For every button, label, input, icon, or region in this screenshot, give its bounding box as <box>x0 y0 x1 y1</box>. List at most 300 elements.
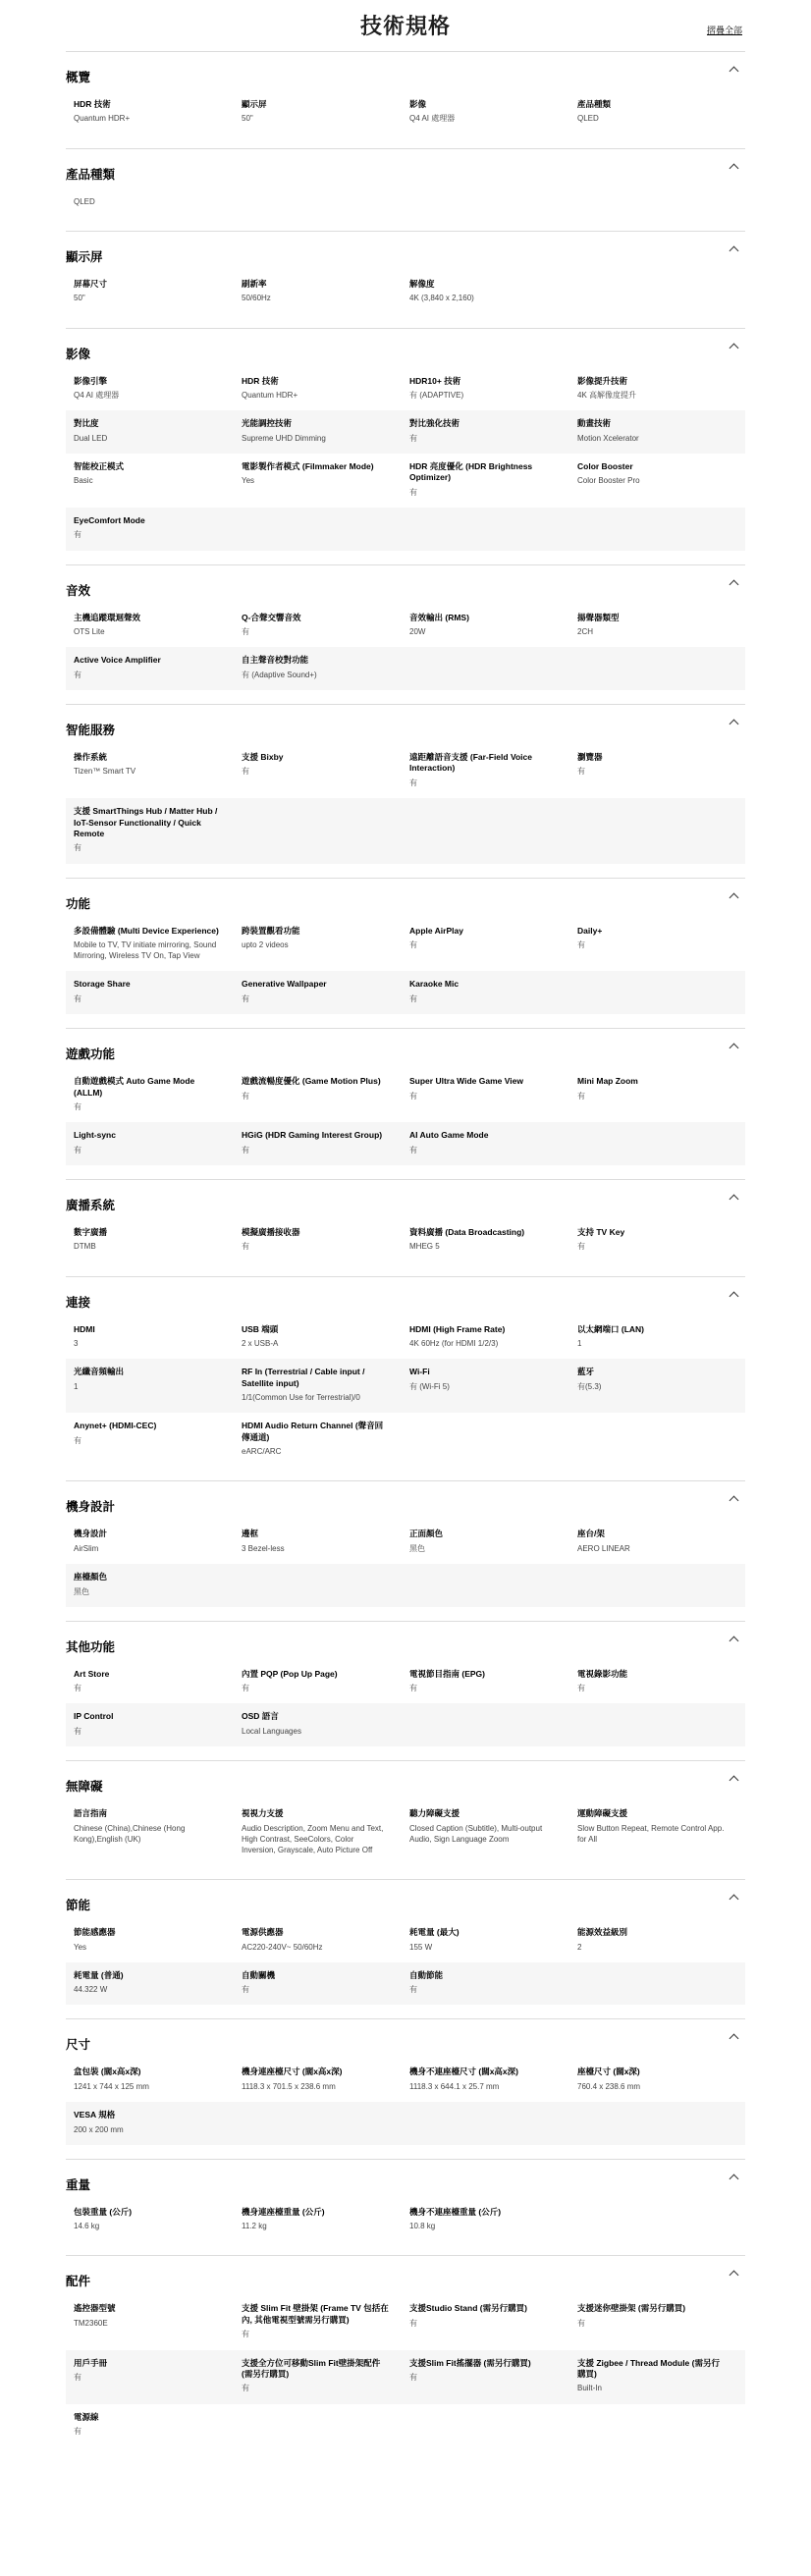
spec-value: Built-In <box>577 2384 602 2393</box>
spec-value: 1118.3 x 701.5 x 238.6 mm <box>242 2081 336 2091</box>
spec-row <box>66 1962 745 2006</box>
spec-row <box>66 918 745 972</box>
spec-item <box>74 1076 242 1112</box>
spec-row <box>66 1564 745 1607</box>
spec-label: Anynet+ (HDMI-CEC) <box>74 1421 157 1431</box>
spec-label: RF In (Terrestrial / Cable input / Satellite input) <box>242 1367 365 1388</box>
spec-label: 支援 Zigbee / Thread Module (需另行購買) <box>577 2357 720 2379</box>
spec-item <box>242 613 409 638</box>
spec-value: 有 (Adaptive Sound+) <box>242 670 317 679</box>
spec-label: 能源效益級別 <box>577 1927 628 1938</box>
spec-value: 有 <box>577 1684 585 1693</box>
spec-item <box>577 376 745 402</box>
spec-item <box>409 1669 577 1694</box>
spec-row <box>66 1413 745 1467</box>
spec-section <box>66 1480 745 1620</box>
spec-item <box>242 2303 409 2339</box>
spec-value: 有 <box>242 1985 249 1995</box>
spec-value: 有 <box>409 2373 417 2382</box>
spec-item <box>242 1130 409 1155</box>
spec-label: 屏幕尺寸 <box>74 278 108 289</box>
spec-label: 支持 TV Key <box>577 1226 625 1237</box>
spec-value: 有 <box>74 1726 81 1736</box>
spec-label: 電視節目指南 (EPG) <box>409 1668 485 1679</box>
section-title[interactable]: 配件 <box>66 2275 91 2289</box>
spec-value: AirSlim <box>74 1543 99 1553</box>
spec-item <box>409 2207 577 2232</box>
spec-item <box>74 752 242 788</box>
spec-sections <box>0 51 811 2460</box>
spec-value: 有 <box>577 1091 585 1100</box>
spec-value: 10.8 kg <box>409 2222 436 2231</box>
spec-label: 資料廣播 (Data Broadcasting) <box>409 1226 525 1237</box>
spec-label: 影像引擎 <box>74 375 108 386</box>
spec-row <box>66 971 745 1014</box>
spec-section <box>66 2018 745 2158</box>
spec-item <box>74 979 242 1004</box>
spec-label: 聽力障礙支援 <box>409 1808 460 1819</box>
section-title[interactable]: 產品種類 <box>66 167 116 182</box>
spec-value: DTMB <box>74 1242 96 1252</box>
spec-value: 1 <box>74 1381 79 1391</box>
spec-label: 座檯顏色 <box>74 1572 108 1583</box>
spec-label: 遊戲流暢度優化 (Game Motion Plus) <box>242 1076 381 1087</box>
spec-section <box>66 878 745 1029</box>
spec-item <box>409 1130 577 1155</box>
spec-label: 運動障礙支援 <box>577 1808 628 1819</box>
spec-label: Karaoke Mic <box>409 979 460 990</box>
spec-value: 有 <box>242 1242 249 1252</box>
spec-value: 有 <box>74 1102 81 1112</box>
spec-value: 有 <box>409 940 417 950</box>
spec-item <box>74 515 242 541</box>
spec-label: 節能感應器 <box>74 1927 116 1938</box>
spec-row <box>66 1919 745 1962</box>
spec-item <box>242 461 409 498</box>
spec-value: AERO LINEAR <box>577 1543 630 1553</box>
spec-item <box>242 1808 409 1855</box>
section-title[interactable]: 重量 <box>66 2177 91 2192</box>
spec-section <box>66 704 745 878</box>
spec-item <box>74 1808 242 1855</box>
spec-value: 有 <box>409 778 417 787</box>
spec-label: 對比強化技術 <box>409 418 460 429</box>
spec-item <box>242 1669 409 1694</box>
spec-item <box>74 613 242 638</box>
spec-label: 耗電量 (最大) <box>409 1927 460 1938</box>
spec-label: 支援迷你壁掛架 (需另行購買) <box>577 2303 686 2314</box>
spec-item <box>74 655 242 680</box>
spec-label: Daily+ <box>577 925 603 936</box>
spec-label: 自主聲音校對功能 <box>242 655 309 666</box>
spec-label: 自動遊戲模式 Auto Game Mode (ALLM) <box>74 1076 195 1098</box>
spec-row <box>66 647 745 690</box>
spec-value: QLED <box>577 114 599 124</box>
spec-row <box>66 2350 745 2404</box>
spec-label: 內置 PQP (Pop Up Page) <box>242 1668 338 1679</box>
spec-value: 2 x USB-A <box>242 1339 279 1349</box>
spec-value: 1241 x 744 x 125 mm <box>74 2081 149 2091</box>
spec-value: 50/60Hz <box>242 294 271 303</box>
spec-item <box>74 196 242 207</box>
spec-item <box>242 752 409 788</box>
spec-value: 4K (3,840 x 2,160) <box>409 294 474 303</box>
spec-item <box>409 979 577 1004</box>
spec-item <box>74 806 242 854</box>
spec-row <box>66 2295 745 2349</box>
section-title[interactable]: 連接 <box>66 1295 91 1310</box>
spec-value: Dual LED <box>74 433 108 443</box>
spec-label: 自動關機 <box>242 1969 276 1980</box>
spec-value: 有 <box>409 1684 417 1693</box>
spec-section <box>66 2159 745 2256</box>
spec-item <box>74 1227 242 1253</box>
spec-item <box>74 376 242 402</box>
spec-item <box>577 1808 745 1855</box>
spec-item <box>577 752 745 788</box>
spec-item <box>409 926 577 962</box>
spec-label: 機身設計 <box>74 1529 108 1539</box>
spec-value: 有 <box>242 627 249 637</box>
spec-label: 支援 SmartThings Hub / Matter Hub / IoT-Sensor Functionality / Quick Remote <box>74 806 218 838</box>
spec-item <box>409 279 577 304</box>
spec-label: 座檯尺寸 (闊x深) <box>577 2066 640 2077</box>
spec-item <box>242 1529 409 1554</box>
spec-value: Quantum HDR+ <box>74 114 131 124</box>
spec-item <box>74 1421 242 1457</box>
spec-item <box>577 1367 745 1403</box>
spec-item <box>74 2412 242 2438</box>
spec-item <box>242 1227 409 1253</box>
spec-value: 有 <box>74 1145 81 1154</box>
spec-label: 電源線 <box>74 2411 99 2422</box>
spec-label: Storage Share <box>74 979 131 990</box>
spec-label: AI Auto Game Mode <box>409 1130 489 1141</box>
spec-label: OSD 語言 <box>242 1711 279 1722</box>
spec-label: HDMI Audio Return Channel (聲音回傳通道) <box>242 1421 384 1442</box>
spec-label: 機身不連座檯尺寸 (闊x高x深) <box>409 2066 518 2077</box>
spec-item <box>409 613 577 638</box>
spec-item <box>74 1927 242 1953</box>
spec-value: 有 <box>409 1145 417 1154</box>
spec-item <box>409 1324 577 1350</box>
spec-label: 解像度 <box>409 278 435 289</box>
spec-value: upto 2 videos <box>242 940 289 950</box>
collapse-all-link[interactable]: 摺疊全部 <box>706 26 742 35</box>
spec-label: HDR10+ 技術 <box>409 375 461 386</box>
spec-label: 邊框 <box>242 1529 259 1539</box>
spec-value: 有 <box>74 530 81 540</box>
spec-value: 有 <box>242 2384 249 2393</box>
spec-value: 155 W <box>409 1942 433 1952</box>
spec-label: Active Voice Amplifier <box>74 655 161 666</box>
spec-label: 機身連座檯尺寸 (闊x高x深) <box>242 2066 343 2077</box>
spec-label: 正面顏色 <box>409 1529 444 1539</box>
spec-item <box>242 2207 409 2232</box>
spec-label: HDMI (High Frame Rate) <box>409 1323 506 1334</box>
page-title: 技術規格 <box>359 14 451 38</box>
spec-label: 電影製作者模式 (Filmmaker Mode) <box>242 460 374 471</box>
spec-label: HDR 技術 <box>242 375 279 386</box>
spec-value: 有 <box>74 1435 81 1445</box>
spec-item <box>409 2303 577 2339</box>
spec-value: 14.6 kg <box>74 2222 100 2231</box>
spec-value: 有 <box>74 843 81 853</box>
spec-item <box>74 461 242 498</box>
spec-value: 1118.3 x 644.1 x 25.7 mm <box>409 2081 500 2091</box>
section-title[interactable]: 其他功能 <box>66 1639 116 1654</box>
spec-item <box>74 2358 242 2394</box>
spec-label: 影像 <box>409 99 427 109</box>
spec-label: Mini Map Zoom <box>577 1076 638 1087</box>
spec-item <box>74 279 242 304</box>
spec-label: 影像提升技術 <box>577 375 628 386</box>
spec-value: Closed Caption (Subtitle), Multi-output Audio, Sign Language Zoom <box>409 1823 543 1844</box>
spec-value: Local Languages <box>242 1726 301 1736</box>
spec-row <box>66 744 745 798</box>
spec-value: eARC/ARC <box>242 1447 282 1457</box>
spec-value: 50" <box>242 114 253 124</box>
section-title[interactable]: 影像 <box>66 347 91 361</box>
spec-item <box>242 418 409 444</box>
spec-row <box>66 1122 745 1165</box>
spec-value: Q4 AI 處理器 <box>74 390 120 400</box>
spec-value: 20W <box>409 627 426 637</box>
spec-value: Slow Button Repeat, Remote Control App. for All <box>577 1823 725 1844</box>
spec-item <box>242 2066 409 2092</box>
spec-item <box>74 1324 242 1350</box>
section-title[interactable]: 無障礙 <box>66 1780 103 1795</box>
page-header <box>0 0 811 51</box>
spec-item <box>409 2358 577 2394</box>
spec-label: 遙控器型號 <box>74 2303 116 2314</box>
spec-value: 有(5.3) <box>577 1381 602 1391</box>
spec-label: 以太網端口 (LAN) <box>577 1323 644 1334</box>
spec-item <box>242 376 409 402</box>
spec-section <box>66 51 745 148</box>
spec-item <box>577 1227 745 1253</box>
spec-label: 刷新率 <box>242 278 267 289</box>
spec-value: 有 <box>242 1684 249 1693</box>
spec-value: Audio Description, Zoom Menu and Text, High Contrast, SeeColors, Color Inversion, Grayscale, Auto Picture Off <box>242 1823 384 1854</box>
spec-label: Generative Wallpaper <box>242 979 327 990</box>
spec-row <box>66 1521 745 1564</box>
section-title[interactable]: 智能服務 <box>66 723 116 737</box>
section-title[interactable]: 機身設計 <box>66 1500 116 1515</box>
spec-item <box>242 1711 409 1737</box>
spec-row <box>66 271 745 314</box>
spec-label: 支援全方位可移動Slim Fit壁掛架配件 (需另行購買) <box>242 2357 381 2379</box>
spec-value: 有 <box>409 487 417 497</box>
spec-item <box>74 1711 242 1737</box>
spec-item <box>409 418 577 444</box>
section-title[interactable]: 概覽 <box>66 71 91 84</box>
spec-section <box>66 148 745 231</box>
spec-value: 3 <box>74 1339 79 1349</box>
spec-label: 包裝重量 (公斤) <box>74 2206 133 2217</box>
spec-label: 座台/架 <box>577 1529 605 1539</box>
spec-item <box>409 1076 577 1112</box>
spec-item <box>74 1367 242 1403</box>
spec-value: 有 <box>577 767 585 777</box>
spec-label: 數字廣播 <box>74 1226 108 1237</box>
spec-item <box>74 1970 242 1996</box>
spec-item <box>577 926 745 962</box>
spec-item <box>242 1076 409 1112</box>
spec-label: 電視錄影功能 <box>577 1668 628 1679</box>
spec-row <box>66 2102 745 2145</box>
section-title[interactable]: 顯示屏 <box>66 249 103 264</box>
spec-item <box>409 1367 577 1403</box>
spec-value: 50" <box>74 294 85 303</box>
spec-item <box>409 1227 577 1253</box>
spec-item <box>74 1529 242 1554</box>
spec-section <box>66 1028 745 1179</box>
spec-value: TM2360E <box>74 2318 108 2328</box>
spec-item <box>577 461 745 498</box>
spec-value: 有 <box>242 993 249 1003</box>
spec-item <box>242 99 409 125</box>
spec-label: 支援Slim Fit搖擺器 (需另行購買) <box>409 2357 531 2368</box>
spec-item <box>409 99 577 125</box>
spec-value: 有 <box>409 1985 417 1995</box>
spec-section <box>66 1879 745 2018</box>
spec-row <box>66 1703 745 1746</box>
spec-label: 支援 Slim Fit 壁掛架 (Frame TV 包括在內, 其他電視型號需另行購買) <box>242 2303 389 2325</box>
spec-value: 有 (Wi-Fi 5) <box>409 1381 450 1391</box>
spec-value: 有 <box>409 433 417 443</box>
spec-value: Basic <box>74 476 93 486</box>
spec-value: 有 <box>74 2427 81 2437</box>
spec-item <box>242 2358 409 2394</box>
spec-value: 有 <box>242 767 249 777</box>
spec-item <box>409 1970 577 1996</box>
spec-item <box>74 1130 242 1155</box>
spec-section <box>66 2255 745 2460</box>
spec-label: HDMI <box>74 1323 95 1334</box>
section-title[interactable]: 音效 <box>66 583 91 598</box>
spec-item <box>577 1927 745 1953</box>
spec-label: 用戶手冊 <box>74 2357 108 2368</box>
spec-section <box>66 1179 745 1276</box>
spec-item <box>577 1324 745 1350</box>
spec-item <box>577 1076 745 1112</box>
spec-value: AC220-240V~ 50/60Hz <box>242 1942 323 1952</box>
spec-value: 有 <box>409 1091 417 1100</box>
spec-label: 光纖音頻輸出 <box>74 1367 125 1377</box>
spec-row <box>66 1219 745 1262</box>
spec-row <box>66 1316 745 1360</box>
spec-item <box>242 926 409 962</box>
spec-item <box>74 99 242 125</box>
spec-row <box>66 798 745 864</box>
spec-item <box>577 613 745 638</box>
spec-row <box>66 1661 745 1704</box>
spec-item <box>409 461 577 498</box>
spec-section <box>66 1760 745 1879</box>
spec-label: 支援 Bixby <box>242 751 284 762</box>
spec-item <box>242 1970 409 1996</box>
spec-label: HDR 技術 <box>74 99 111 109</box>
spec-item <box>409 2066 577 2092</box>
section-title[interactable]: 遊戲功能 <box>66 1047 116 1062</box>
spec-label: 盒包裝 (闊x高x深) <box>74 2066 141 2077</box>
spec-value: QLED <box>74 196 95 206</box>
spec-item <box>242 1367 409 1403</box>
spec-label: Art Store <box>74 1668 110 1679</box>
spec-item <box>242 1324 409 1350</box>
spec-value: 有 <box>74 670 81 679</box>
spec-label: 跨裝置觀看功能 <box>242 925 300 936</box>
spec-value: Yes <box>242 476 255 486</box>
spec-item <box>242 279 409 304</box>
spec-item <box>409 1808 577 1855</box>
spec-label: 模擬廣播接收器 <box>242 1226 300 1237</box>
spec-value: 有 <box>242 1091 249 1100</box>
spec-label: 多設備體驗 (Multi Device Experience) <box>74 925 219 936</box>
spec-label: 產品種類 <box>577 99 612 109</box>
spec-label: 耗電量 (普通) <box>74 1969 124 1980</box>
spec-item <box>577 1669 745 1694</box>
spec-value: MHEG 5 <box>409 1242 440 1252</box>
spec-row <box>66 508 745 551</box>
spec-item <box>409 1927 577 1953</box>
spec-item <box>409 1529 577 1554</box>
spec-label: USB 端頭 <box>242 1323 279 1334</box>
spec-item <box>242 979 409 1004</box>
spec-row <box>66 410 745 454</box>
spec-section <box>66 231 745 328</box>
spec-value: 44.322 W <box>74 1985 108 1995</box>
section-title[interactable]: 節能 <box>66 1899 91 1913</box>
spec-item <box>577 2358 745 2394</box>
spec-value: 黑色 <box>74 1586 89 1596</box>
spec-item <box>74 926 242 962</box>
spec-item <box>74 2303 242 2339</box>
spec-label: Light-sync <box>74 1130 116 1141</box>
spec-row <box>66 91 745 134</box>
spec-label: 藍牙 <box>577 1367 595 1377</box>
spec-label: Super Ultra Wide Game View <box>409 1076 523 1087</box>
spec-value: Mobile to TV, TV initiate mirroring, Sound Mirroring, Wireless TV On, Tap View <box>74 940 217 961</box>
spec-value: 760.4 x 238.6 mm <box>577 2081 641 2091</box>
spec-row <box>66 1800 745 1865</box>
spec-row <box>66 188 745 217</box>
spec-item <box>577 418 745 444</box>
spec-value: 有 <box>577 940 585 950</box>
spec-label: 動畫技術 <box>577 418 612 429</box>
spec-item <box>242 1421 409 1457</box>
spec-label: Wi-Fi <box>409 1367 430 1377</box>
spec-value: 有 <box>74 2373 81 2382</box>
spec-label: 主機追蹤環迴聲效 <box>74 612 141 622</box>
spec-label: VESA 規格 <box>74 2110 116 2120</box>
spec-value: 有 <box>577 1242 585 1252</box>
spec-label: HGiG (HDR Gaming Interest Group) <box>242 1130 383 1141</box>
spec-label: 支援Studio Stand (需另行購買) <box>409 2303 527 2314</box>
spec-value: 1/1(Common Use for Terrestrial)/0 <box>242 1393 360 1403</box>
spec-label: Q-合聲交響音效 <box>242 612 301 622</box>
section-title[interactable]: 尺寸 <box>66 2038 91 2053</box>
spec-label: 音效輸出 (RMS) <box>409 612 469 622</box>
section-title[interactable]: 廣播系統 <box>66 1198 116 1212</box>
spec-item <box>409 376 577 402</box>
spec-row <box>66 454 745 508</box>
spec-item <box>74 418 242 444</box>
spec-label: Apple AirPlay <box>409 925 463 936</box>
spec-item <box>74 2207 242 2232</box>
section-title[interactable]: 功能 <box>66 896 91 911</box>
